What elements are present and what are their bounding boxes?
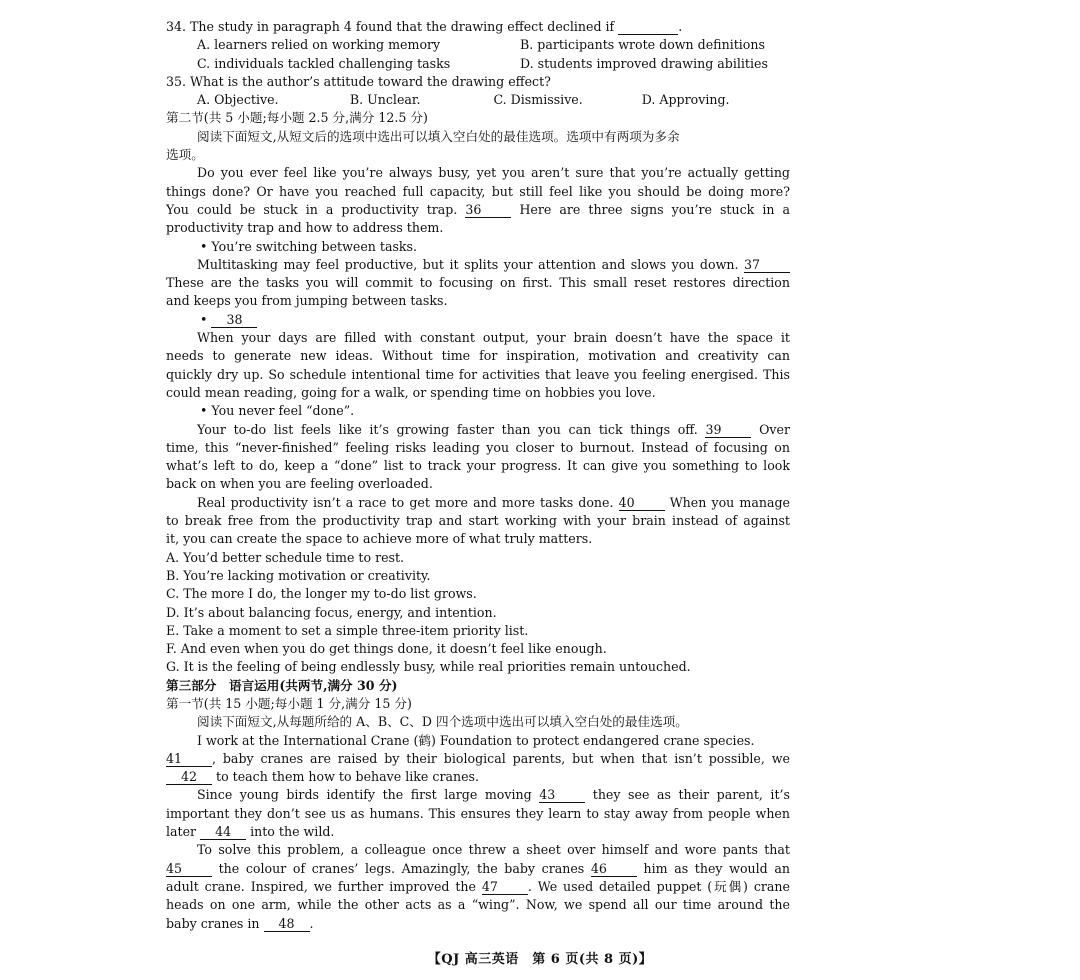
passage-line: When your days are filled with constant output, your brain doesn’t have the space it [197,330,790,346]
passage-line [166,750,790,768]
option-c: C. The more I do, the longer my to-do list grows. [166,586,477,602]
blank-47: 47 [482,880,528,895]
option-a: A. You’d better schedule time to rest. [166,549,405,565]
passage-text: later [166,824,197,840]
passage-text: Here are three signs you’re stuck in a [519,201,790,217]
passage-line: heads on one arm, while the other acts as a “wing”. Now, we spend all our time around the [166,897,790,913]
blank-40: 40 [619,496,665,511]
passage-text: Multitasking may feel productive, but it splits your attention and slows you down. [197,256,739,272]
answer-blank [618,20,678,35]
blank-38: 38 [211,313,257,328]
bullet-dot: • [200,311,208,327]
passage-line [166,768,790,786]
q34-options-row2 [166,55,790,73]
q34-options-row1 [166,36,790,54]
q34-option-a: A. learners relied on working memory [197,37,441,53]
option-b: B. You’re lacking motivation or creativity. [166,567,431,583]
passage-text: adult crane. Inspired, we further improved the [166,878,476,894]
blank-43: 43 [539,788,585,803]
passage-line: things done? Or have you reached full capacity, but still feel like you should be doing more? [166,183,790,199]
exam-page [166,18,790,933]
passage-text: to teach them how to behave like cranes. [216,769,480,785]
passage-text: Your to-do list feels like it’s growing faster than you can tick things off. [197,421,698,437]
option-d: D. It’s about balancing focus, energy, and intention. [166,604,497,620]
q35-option-b: B. Unclear. [349,92,421,108]
passage-line: time, this “never-finished” feeling risks leading you closer to burnout. Instead of focusing on [166,439,790,455]
q34-option-b: B. participants wrote down definitions [520,37,765,53]
question-34 [166,18,790,36]
passage-line [166,823,790,841]
q35-option-d: D. Approving. [641,92,730,108]
q34-option-d: D. students improved drawing abilities [520,55,768,71]
blank-46: 46 [591,862,637,877]
blank-45: 45 [166,862,212,877]
passage-line: to break free from the productivity trap and start working with your brain instead of against [166,513,790,529]
q35-option-c: C. Dismissive. [493,92,583,108]
passage-line: quickly dry up. So schedule intentional time for activities that leave you feeling energised. This [166,366,790,382]
passage-line: Do you ever feel like you’re always busy, yet you aren’t sure that you’re actually getting [197,165,790,181]
passage-text: . [309,915,314,931]
q34-option-c: C. individuals tackled challenging tasks [197,55,451,71]
passage-text: the colour of cranes’ legs. Amazingly, the baby cranes [218,860,585,876]
bullet-heading: • You’re switching between tasks. [200,238,418,254]
passage-text: . We used detailed puppet (玩偶) crane [527,878,790,894]
option-g: G. It is the feeling of being endlessly busy, while real priorities remain untouched. [166,659,691,675]
passage-text: him as they would an [643,860,790,876]
passage-line [166,878,790,896]
passage-line [166,201,790,219]
passage-line: and keeps you from jumping between tasks. [166,293,448,309]
passage-line: To solve this problem, a colleague once threw a sheet over himself and wore pants that [197,842,790,858]
q35-stem: 35. What is the author’s attitude toward the drawing effect? [166,73,551,89]
passage-text: Real productivity isn’t a race to get more and more tasks done. [197,494,614,510]
passage-line [166,860,790,878]
passage-line [166,256,790,274]
passage-text: they see as their parent, it’s [592,787,790,803]
blank-48: 48 [264,917,310,932]
option-e: E. Take a moment to set a simple three-item priority list. [166,622,529,638]
passage-line: important they don’t see us as humans. This ensures they learn to stay away from people when [166,805,790,821]
q34-end: . [678,19,683,34]
passage-line: it, you can create the space to achieve more of what truly matters. [166,531,593,547]
passage-text: , baby cranes are raised by their biological parents, but when that isn’t possible, we [212,750,790,766]
bullet-heading [166,311,790,329]
option-f: F. And even when you do get things done, it doesn’t feel like enough. [166,641,607,657]
blank-37: 37 [744,258,790,273]
blank-44: 44 [200,825,246,840]
section-2-instructions: 阅读下面短文,从短文后的选项中选出可以填入空白处的最佳选项。选项中有两项为多余 [197,128,680,144]
q34-stem: 34. The study in paragraph 4 found that the drawing effect declined if [166,19,615,34]
passage-text: You could be stuck in a productivity trap. [166,201,458,217]
section-1-heading: 第一节(共 15 小题;每小题 1 分,满分 15 分) [166,695,412,711]
passage-text: Since young birds identify the first large moving [197,787,532,803]
passage-text: into the wild. [250,824,335,840]
section-2-instructions-cont: 选项。 [166,147,204,163]
passage-line: needs to generate new ideas. Without time for inspiration, motivation and creativity can [166,348,790,364]
passage-line: could mean reading, going for a walk, or spending time on hobbies you love. [166,384,656,400]
q35-option-a: A. Objective. [197,92,279,108]
passage-line [166,786,790,804]
section-2-heading: 第二节(共 5 小题;每小题 2.5 分,满分 12.5 分) [166,110,428,126]
bullet-heading: • You never feel “done”. [200,403,355,419]
passage-line: These are the tasks you will commit to focusing on first. This small reset restores direction [166,275,790,291]
passage-text: baby cranes in [166,915,260,931]
passage-line: back on when you are feeling overloaded. [166,476,433,492]
part-3-heading: 第三部分 语言运用(共两节,满分 30 分) [166,677,398,693]
passage-line [166,915,790,933]
blank-36: 36 [465,203,511,218]
q35-options [166,91,790,109]
passage-line [166,494,790,512]
section-1-instructions: 阅读下面短文,从每题所给的 A、B、C、D 四个选项中选出可以填入空白处的最佳选项。 [197,714,688,730]
blank-41: 41 [166,752,212,767]
page-footer: 【QJ 高三英语 第 6 页(共 8 页)】 [427,952,653,967]
passage-line: what’s left to do, keep a “done” list to track your progress. It can give you something to look [166,458,790,474]
passage-line: I work at the International Crane (鹤) Foundation to protect endangered crane species. [197,732,755,748]
passage-line: productivity trap and how to address them. [166,220,444,236]
blank-39: 39 [705,423,751,438]
passage-line [166,421,790,439]
passage-text: Over [759,421,790,437]
blank-42: 42 [166,770,212,785]
passage-text: When you manage [669,494,790,510]
